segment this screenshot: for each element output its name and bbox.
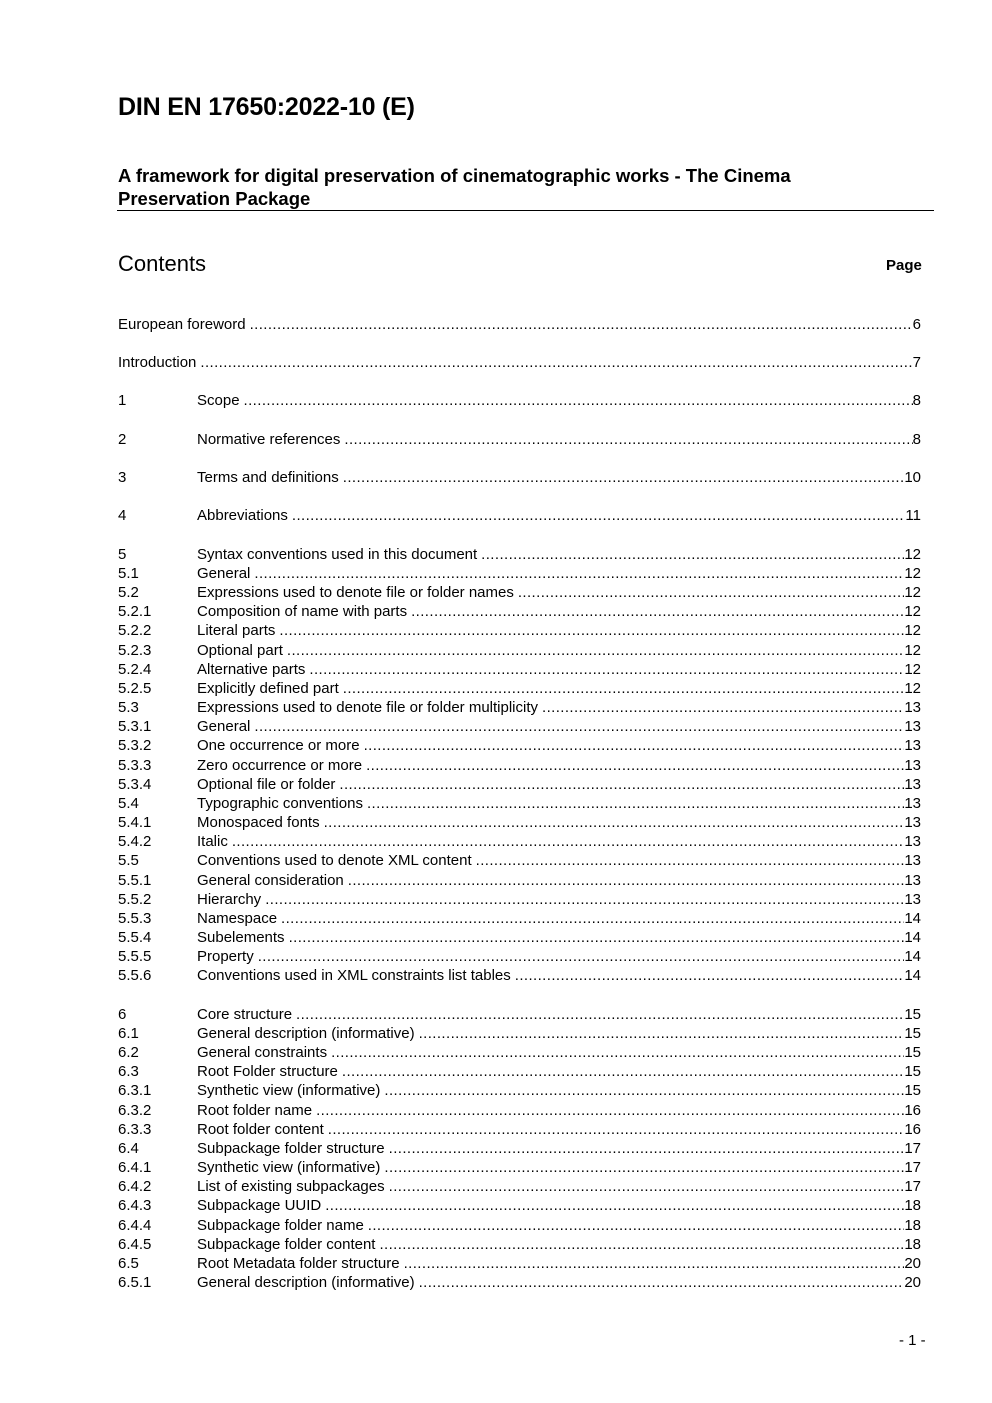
toc-dot-leader — [404, 1254, 905, 1273]
toc-entry-page: 13 — [904, 776, 921, 793]
toc-dot-leader — [325, 1196, 904, 1215]
toc-entry[interactable] — [118, 871, 921, 890]
toc-entry-title[interactable]: Namespace — [197, 910, 278, 927]
toc-entry-number: 6.2 — [118, 1044, 139, 1061]
toc-entry-page: 18 — [904, 1217, 921, 1234]
toc-entry-number: 6.4 — [118, 1140, 139, 1157]
toc-entry-title[interactable]: Composition of name with parts — [197, 603, 408, 620]
toc-entry-title[interactable]: Hierarchy — [197, 891, 262, 908]
toc-entry-page: 14 — [904, 910, 921, 927]
toc-entry-number: 6.4.3 — [118, 1197, 152, 1214]
toc-dot-leader — [289, 928, 905, 947]
toc-entry[interactable] — [118, 1177, 921, 1196]
toc-entry[interactable] — [118, 1139, 921, 1158]
toc-entry-number: 2 — [118, 431, 127, 448]
toc-dot-leader — [366, 756, 904, 775]
toc-entry[interactable] — [118, 660, 921, 679]
toc-dot-leader — [309, 660, 904, 679]
toc-entry-page: 14 — [904, 929, 921, 946]
toc-entry-number: 5.5.2 — [118, 891, 152, 908]
toc-entry-page: 18 — [904, 1197, 921, 1214]
toc-entry-page: 8 — [912, 431, 921, 448]
toc-entry-page: 8 — [912, 392, 921, 409]
toc-entry-page: 12 — [904, 584, 921, 601]
toc-entry-page: 17 — [904, 1178, 921, 1195]
document-subtitle: A framework for digital preservation of cinematographic works - The Cinema Preservation Package — [118, 165, 791, 209]
toc-entry[interactable] — [118, 756, 921, 775]
toc-dot-leader — [254, 717, 904, 736]
toc-entry-number: 5.3.4 — [118, 776, 152, 793]
toc-entry-title[interactable]: Subpackage folder structure — [197, 1140, 385, 1157]
toc-entry-page: 18 — [904, 1236, 921, 1253]
toc-entry-number: 6.3 — [118, 1063, 139, 1080]
toc-entry-number: 6.5 — [118, 1255, 139, 1272]
toc-entry-title[interactable]: Root folder name — [197, 1102, 313, 1119]
toc-entry-title[interactable]: Expressions used to denote file or folder names — [197, 584, 514, 601]
toc-entry-number: 5.4.1 — [118, 814, 152, 831]
toc-entry-page: 13 — [904, 872, 921, 889]
toc-entry-title[interactable]: Introduction — [118, 354, 197, 371]
toc-dot-leader — [364, 736, 905, 755]
toc-entry[interactable] — [118, 679, 921, 698]
toc-entry-page: 13 — [904, 891, 921, 908]
toc-entry-number: 6.3.3 — [118, 1121, 152, 1138]
toc-dot-leader — [344, 430, 912, 449]
toc-entry[interactable] — [118, 966, 921, 985]
toc-entry[interactable] — [118, 1005, 921, 1024]
toc-entry[interactable] — [118, 890, 921, 909]
toc-entry-title[interactable]: List of existing subpackages — [197, 1178, 385, 1195]
toc-dot-leader — [250, 315, 913, 334]
toc-entry-title[interactable]: General description (informative) — [197, 1025, 415, 1042]
toc-entry-page: 15 — [904, 1082, 921, 1099]
toc-dot-leader — [419, 1024, 905, 1043]
toc-entry[interactable] — [118, 1024, 921, 1043]
toc-entry-number: 6.3.2 — [118, 1102, 152, 1119]
toc-entry-number: 5.5.4 — [118, 929, 152, 946]
toc-dot-leader — [343, 679, 905, 698]
toc-entry-page: 20 — [904, 1255, 921, 1272]
toc-entry-number: 6.3.1 — [118, 1082, 152, 1099]
toc-dot-leader — [542, 698, 904, 717]
toc-entry-title[interactable]: Expressions used to denote file or folder multiplicity — [197, 699, 539, 716]
toc-dot-leader — [279, 621, 904, 640]
toc-dot-leader — [287, 641, 904, 660]
toc-entry[interactable] — [118, 717, 921, 736]
toc-entry[interactable] — [118, 621, 921, 640]
toc-entry-page: 13 — [904, 699, 921, 716]
toc-entry-number: 5.3 — [118, 699, 139, 716]
toc-entry-title[interactable]: Root Metadata folder structure — [197, 1255, 400, 1272]
toc-entry-title[interactable]: Abbreviations — [197, 507, 288, 524]
toc-entry[interactable] — [118, 545, 921, 564]
toc-entry[interactable] — [118, 1216, 921, 1235]
toc-entry-page: 13 — [904, 814, 921, 831]
toc-entry-number: 5.4 — [118, 795, 139, 812]
toc-entry-page: 12 — [904, 603, 921, 620]
toc-entry-number: 5.3.2 — [118, 737, 152, 754]
toc-entry-number: 5.2.2 — [118, 622, 152, 639]
toc-dot-leader — [419, 1273, 905, 1292]
toc-entry[interactable] — [118, 564, 921, 583]
toc-dot-leader — [481, 545, 904, 564]
toc-entry-title[interactable]: Conventions used in XML constraints list tables — [197, 967, 511, 984]
toc-entry-number: 5 — [118, 546, 127, 563]
toc-entry[interactable] — [118, 698, 921, 717]
toc-dot-leader — [232, 832, 904, 851]
toc-entry-number: 6.4.2 — [118, 1178, 152, 1195]
toc-entry-title[interactable]: General constraints — [197, 1044, 328, 1061]
toc-entry-page: 13 — [904, 852, 921, 869]
toc-entry[interactable] — [118, 468, 921, 487]
toc-entry[interactable] — [118, 1101, 921, 1120]
toc-entry-number: 5.3.3 — [118, 757, 152, 774]
toc-entry-page: 7 — [912, 354, 921, 371]
toc-entry-number: 5.5.3 — [118, 910, 152, 927]
toc-entry[interactable] — [118, 391, 921, 410]
toc-entry-number: 5.2.1 — [118, 603, 152, 620]
toc-entry[interactable] — [118, 1062, 921, 1081]
toc-entry-title[interactable]: General — [197, 565, 251, 582]
toc-entry[interactable] — [118, 353, 921, 372]
toc-entry[interactable] — [118, 947, 921, 966]
toc-entry-number: 5.2.5 — [118, 680, 152, 697]
toc-entry-title[interactable]: Optional file or folder — [197, 776, 336, 793]
toc-entry-page: 12 — [904, 546, 921, 563]
toc-entry-page: 15 — [904, 1025, 921, 1042]
toc-entry-page: 12 — [904, 622, 921, 639]
toc-entry-page: 14 — [904, 948, 921, 965]
toc-entry[interactable] — [118, 851, 921, 870]
toc-entry[interactable] — [118, 775, 921, 794]
toc-entry[interactable] — [118, 909, 921, 928]
toc-entry[interactable] — [118, 315, 921, 334]
toc-entry-number: 3 — [118, 469, 127, 486]
toc-entry-number: 5.5.1 — [118, 872, 152, 889]
toc-entry-title[interactable]: Italic — [197, 833, 228, 850]
toc-dot-leader — [384, 1081, 904, 1100]
toc-dot-leader — [281, 909, 904, 928]
toc-entry-page: 12 — [904, 642, 921, 659]
toc-entry-page: 15 — [904, 1006, 921, 1023]
toc-entry-page: 10 — [904, 469, 921, 486]
toc-entry[interactable] — [118, 1120, 921, 1139]
title-rule — [117, 210, 934, 211]
toc-entry-number: 5.5 — [118, 852, 139, 869]
toc-entry-page: 14 — [904, 967, 921, 984]
toc-entry-page: 13 — [904, 737, 921, 754]
toc-entry-title[interactable]: Explicitly defined part — [197, 680, 339, 697]
contents-heading: Contents — [118, 251, 207, 276]
toc-entry-number: 1 — [118, 392, 127, 409]
toc-entry-page: 6 — [912, 316, 921, 333]
toc-entry[interactable] — [118, 1081, 921, 1100]
toc-entry-title[interactable]: General — [197, 718, 251, 735]
toc-entry-number: 5.2.4 — [118, 661, 152, 678]
toc-dot-leader — [515, 966, 905, 985]
document-title: DIN EN 17650:2022-10 (E) — [118, 93, 415, 121]
toc-dot-leader — [342, 1062, 904, 1081]
toc-entry-page: 17 — [904, 1159, 921, 1176]
toc-dot-leader — [339, 775, 904, 794]
toc-entry[interactable] — [118, 1254, 921, 1273]
toc-dot-leader — [328, 1120, 905, 1139]
toc-entry-page: 13 — [904, 795, 921, 812]
toc-entry-title[interactable]: Monospaced fonts — [197, 814, 320, 831]
toc-dot-leader — [343, 468, 905, 487]
toc-entry[interactable] — [118, 832, 921, 851]
toc-entry-title[interactable]: Zero occurrence or more — [197, 757, 363, 774]
toc-entry-page: 11 — [905, 507, 921, 524]
toc-entry-title[interactable]: Core structure — [197, 1006, 293, 1023]
toc-entry[interactable] — [118, 813, 921, 832]
toc-entry-title[interactable]: Scope — [197, 392, 240, 409]
toc-entry-title[interactable]: Synthetic view (informative) — [197, 1159, 381, 1176]
toc-entry-page: 12 — [904, 680, 921, 697]
toc-entry-page: 13 — [904, 757, 921, 774]
toc-entry-title[interactable]: Subpackage folder name — [197, 1217, 364, 1234]
toc-entry[interactable] — [118, 602, 921, 621]
toc-entry-title[interactable]: General description (informative) — [197, 1274, 415, 1291]
toc-entry-number: 5.3.1 — [118, 718, 152, 735]
toc-entry-page: 17 — [904, 1140, 921, 1157]
toc-entry[interactable] — [118, 928, 921, 947]
toc-entry-page: 13 — [904, 718, 921, 735]
toc-entry-title[interactable]: Normative references — [197, 431, 341, 448]
toc-entry-page: 15 — [904, 1044, 921, 1061]
toc-entry-number: 5.2.3 — [118, 642, 152, 659]
toc-entry-number: 6.5.1 — [118, 1274, 152, 1291]
toc-entry-number: 5.5.5 — [118, 948, 152, 965]
toc-entry-number: 6 — [118, 1006, 127, 1023]
toc-dot-leader — [316, 1101, 904, 1120]
page-column-heading: Page — [886, 257, 922, 274]
toc-entry-number: 4 — [118, 507, 127, 524]
toc-entry-title[interactable]: One occurrence or more — [197, 737, 360, 754]
toc-dot-leader — [258, 947, 905, 966]
toc-dot-leader — [518, 583, 904, 602]
toc-dot-leader — [331, 1043, 904, 1062]
toc-dot-leader — [348, 871, 905, 890]
toc-entry-page: 13 — [904, 833, 921, 850]
toc-dot-leader — [389, 1177, 905, 1196]
toc-entry[interactable] — [118, 794, 921, 813]
toc-entry-title[interactable]: Alternative parts — [197, 661, 306, 678]
toc-entry-page: 20 — [904, 1274, 921, 1291]
toc-dot-leader — [292, 506, 906, 525]
toc-dot-leader — [254, 564, 904, 583]
toc-entry-number: 6.4.4 — [118, 1217, 152, 1234]
toc-dot-leader — [368, 1216, 905, 1235]
toc-dot-leader — [265, 890, 904, 909]
toc-entry-number: 6.4.1 — [118, 1159, 152, 1176]
toc-entry-number: 6.1 — [118, 1025, 139, 1042]
toc-dot-leader — [296, 1005, 904, 1024]
toc-entry-number: 5.4.2 — [118, 833, 152, 850]
toc-entry-number: 6.4.5 — [118, 1236, 152, 1253]
toc-entry[interactable] — [118, 1273, 921, 1292]
toc-dot-leader — [200, 353, 912, 372]
toc-entry[interactable] — [118, 1196, 921, 1215]
toc-entry-page: 15 — [904, 1063, 921, 1080]
toc-entry-title[interactable]: General consideration — [197, 872, 344, 889]
toc-entry[interactable] — [118, 1158, 921, 1177]
toc-entry[interactable] — [118, 736, 921, 755]
toc-entry-page: 16 — [904, 1102, 921, 1119]
page-number: - 1 - — [899, 1332, 926, 1349]
toc-dot-leader — [324, 813, 905, 832]
toc-entry-page: 12 — [904, 565, 921, 582]
toc-entry-title[interactable]: Subpackage folder content — [197, 1236, 376, 1253]
toc-entry-number: 5.2 — [118, 584, 139, 601]
toc-entry[interactable] — [118, 1043, 921, 1062]
toc-entry-title[interactable]: Optional part — [197, 642, 283, 659]
toc-entry-page: 12 — [904, 661, 921, 678]
toc-entry-title[interactable]: Conventions used to denote XML content — [197, 852, 472, 869]
toc-entry-title[interactable]: Syntax conventions used in this document — [197, 546, 478, 563]
toc-dot-leader — [389, 1139, 905, 1158]
toc-entry-title[interactable]: Subpackage UUID — [197, 1197, 322, 1214]
toc-entry[interactable] — [118, 1235, 921, 1254]
toc-entry-title[interactable]: Root Folder structure — [197, 1063, 338, 1080]
toc-entry-title[interactable]: Subelements — [197, 929, 285, 946]
toc-dot-leader — [379, 1235, 904, 1254]
toc-entry-title[interactable]: Root folder content — [197, 1121, 324, 1138]
toc-entry-number: 5.1 — [118, 565, 139, 582]
toc-dot-leader — [476, 851, 905, 870]
toc-entry-number: 5.5.6 — [118, 967, 152, 984]
toc-entry[interactable] — [118, 641, 921, 660]
toc-dot-leader — [367, 794, 904, 813]
toc-dot-leader — [244, 391, 913, 410]
toc-dot-leader — [384, 1158, 904, 1177]
toc-entry[interactable] — [118, 430, 921, 449]
toc-entry-title[interactable]: Literal parts — [197, 622, 276, 639]
toc-entry-page: 16 — [904, 1121, 921, 1138]
toc-entry-title[interactable]: Typographic conventions — [197, 795, 363, 812]
toc-entry-title[interactable]: Terms and definitions — [197, 469, 339, 486]
toc-entry-title[interactable]: Property — [197, 948, 254, 965]
toc-entry-title[interactable]: European foreword — [118, 316, 246, 333]
toc-entry[interactable] — [118, 506, 921, 525]
toc-dot-leader — [411, 602, 904, 621]
toc-entry[interactable] — [118, 583, 921, 602]
toc-entry-title[interactable]: Synthetic view (informative) — [197, 1082, 381, 1099]
